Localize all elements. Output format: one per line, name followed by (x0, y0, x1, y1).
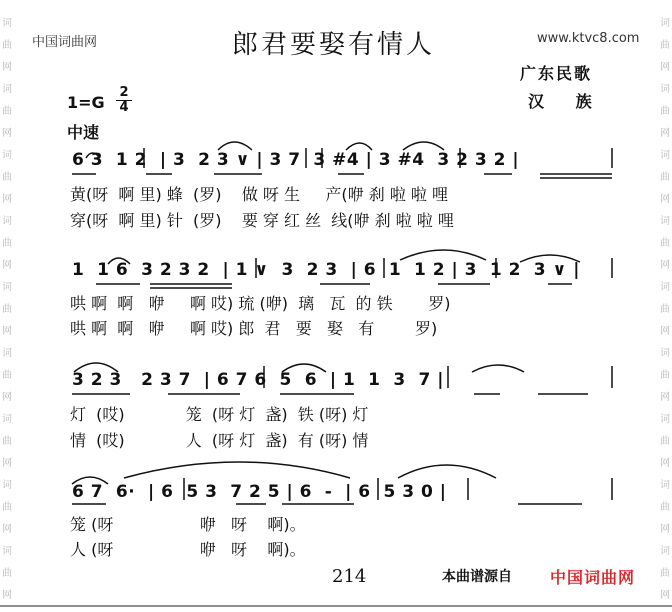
system-1-lyric-2: 穿(呀 啊 里) 针 (罗) 要 穿 红 丝 线(咿 刹 啦 啦 哩 (70, 211, 454, 230)
song-title: 郎君要娶有情人 (232, 30, 436, 60)
watermark-char: 网 (660, 194, 670, 205)
watermark-char: 曲 (2, 106, 12, 117)
watermark-char: 词 (660, 282, 670, 293)
watermark-char: 曲 (660, 436, 670, 447)
watermark-char: 曲 (2, 502, 12, 513)
system-3-lyric-1: 灯 (哎) 笼 (呀 灯 盏) 铁 (呀) 灯 (70, 405, 369, 424)
watermark-char: 词 (2, 546, 12, 557)
system-1-lyric-1: 黄(呀 啊 里) 蜂 (罗) 做 呀 生 产(咿 刹 啦 啦 哩 (70, 185, 449, 204)
system-4-notes: 6 7 6· | 6 5 3 7 2 5 | 6 - | 6 5 3 0 | (72, 482, 447, 502)
watermark-char: 曲 (2, 436, 12, 447)
watermark-char: 词 (2, 216, 12, 227)
system-1-notes: 6 3 1 2 | 3 2 3 ∨ | 3 7 3 #4 | 3 #4 3 2 3 2 | (72, 150, 520, 170)
watermark-char: 网 (2, 326, 12, 337)
watermark-char: 网 (2, 392, 12, 403)
system-3-notes: 3 2 3 2 3 7 | 6 7 6 5 6 | 1 1 3 7 | (72, 370, 444, 390)
watermark-char: 词 (660, 348, 670, 359)
tempo-marking: 中速 (67, 123, 100, 142)
watermark-char: 词 (2, 282, 12, 293)
watermark-char: 网 (660, 590, 670, 601)
key-signature: 1=G (67, 93, 105, 112)
watermark-char: 词 (2, 84, 12, 95)
watermark-char: 词 (660, 84, 670, 95)
watermark-char: 曲 (2, 238, 12, 249)
watermark-char: 词 (2, 348, 12, 359)
system-2-lyric-2: 哄 啊 啊 咿 啊 哎) 郎 君 要 娶 有 罗) (70, 319, 438, 338)
system-4-lyric-1: 笼 (呀 咿 呀 啊)。 (70, 515, 306, 534)
source-text: 本曲谱源自 (442, 569, 512, 585)
watermark-char: 网 (2, 194, 12, 205)
song-origin: 广东民歌 (520, 64, 593, 83)
watermark-char: 词 (660, 546, 670, 557)
song-ethnicity: 汉 族 (528, 92, 592, 111)
watermark-char: 词 (660, 150, 670, 161)
watermark-char: 网 (660, 458, 670, 469)
watermark-char: 词 (660, 414, 670, 425)
watermark-char: 词 (2, 18, 12, 29)
watermark-char: 曲 (2, 370, 12, 381)
watermark-char: 曲 (2, 172, 12, 183)
watermark-char: 曲 (660, 238, 670, 249)
watermark-char: 网 (660, 128, 670, 139)
watermark-char: 词 (660, 18, 670, 29)
watermark-char: 曲 (660, 106, 670, 117)
watermark-char: 网 (2, 458, 12, 469)
watermark-char: 曲 (2, 304, 12, 315)
watermark-char: 曲 (660, 304, 670, 315)
watermark-char: 词 (2, 414, 12, 425)
watermark-char: 词 (2, 480, 12, 491)
watermark-char: 网 (2, 524, 12, 535)
watermark-char: 曲 (660, 370, 670, 381)
watermark-char: 网 (2, 590, 12, 601)
watermark-char: 网 (2, 128, 12, 139)
watermark-char: 网 (660, 392, 670, 403)
system-2-notes: 1 1 6 3 2 3 2 | 1 ∨ 3 2 3 | 6 1 1 2 | 3 1 2 3 ∨ | (72, 260, 580, 280)
system-4-lyric-2: 人 (呀 咿 呀 啊)。 (70, 540, 306, 559)
watermark-char: 词 (660, 480, 670, 491)
watermark-char: 网 (660, 260, 670, 271)
watermark-char: 词 (2, 150, 12, 161)
watermark-char: 网 (660, 326, 670, 337)
watermark-char: 网 (2, 260, 12, 271)
watermark-char: 曲 (660, 40, 670, 51)
watermark-char: 曲 (2, 40, 12, 51)
watermark-char: 曲 (660, 568, 670, 579)
time-signature-bottom: 4 (119, 100, 129, 115)
system-3-lyric-2: 情 (哎) 人 (呀 灯 盏) 有 (呀) 情 (70, 431, 369, 450)
watermark-char: 网 (2, 62, 12, 73)
watermark-char: 曲 (2, 568, 12, 579)
watermark-char: 曲 (660, 502, 670, 513)
watermark-char: 网 (660, 524, 670, 535)
source-brand-link[interactable]: 中国词曲网 (550, 568, 636, 587)
watermark-char: 曲 (660, 172, 670, 183)
watermark-char: 词 (660, 216, 670, 227)
page-number: 214 (332, 566, 367, 587)
watermark-char: 网 (660, 62, 670, 73)
site-name-left: 中国词曲网 (32, 35, 98, 50)
time-signature-top: 2 (119, 85, 129, 100)
site-url: www.ktvc8.com (537, 31, 640, 46)
system-2-lyric-1: 哄 啊 啊 咿 啊 哎) 琉 (咿) 璃 瓦 的 铁 罗) (70, 294, 451, 313)
